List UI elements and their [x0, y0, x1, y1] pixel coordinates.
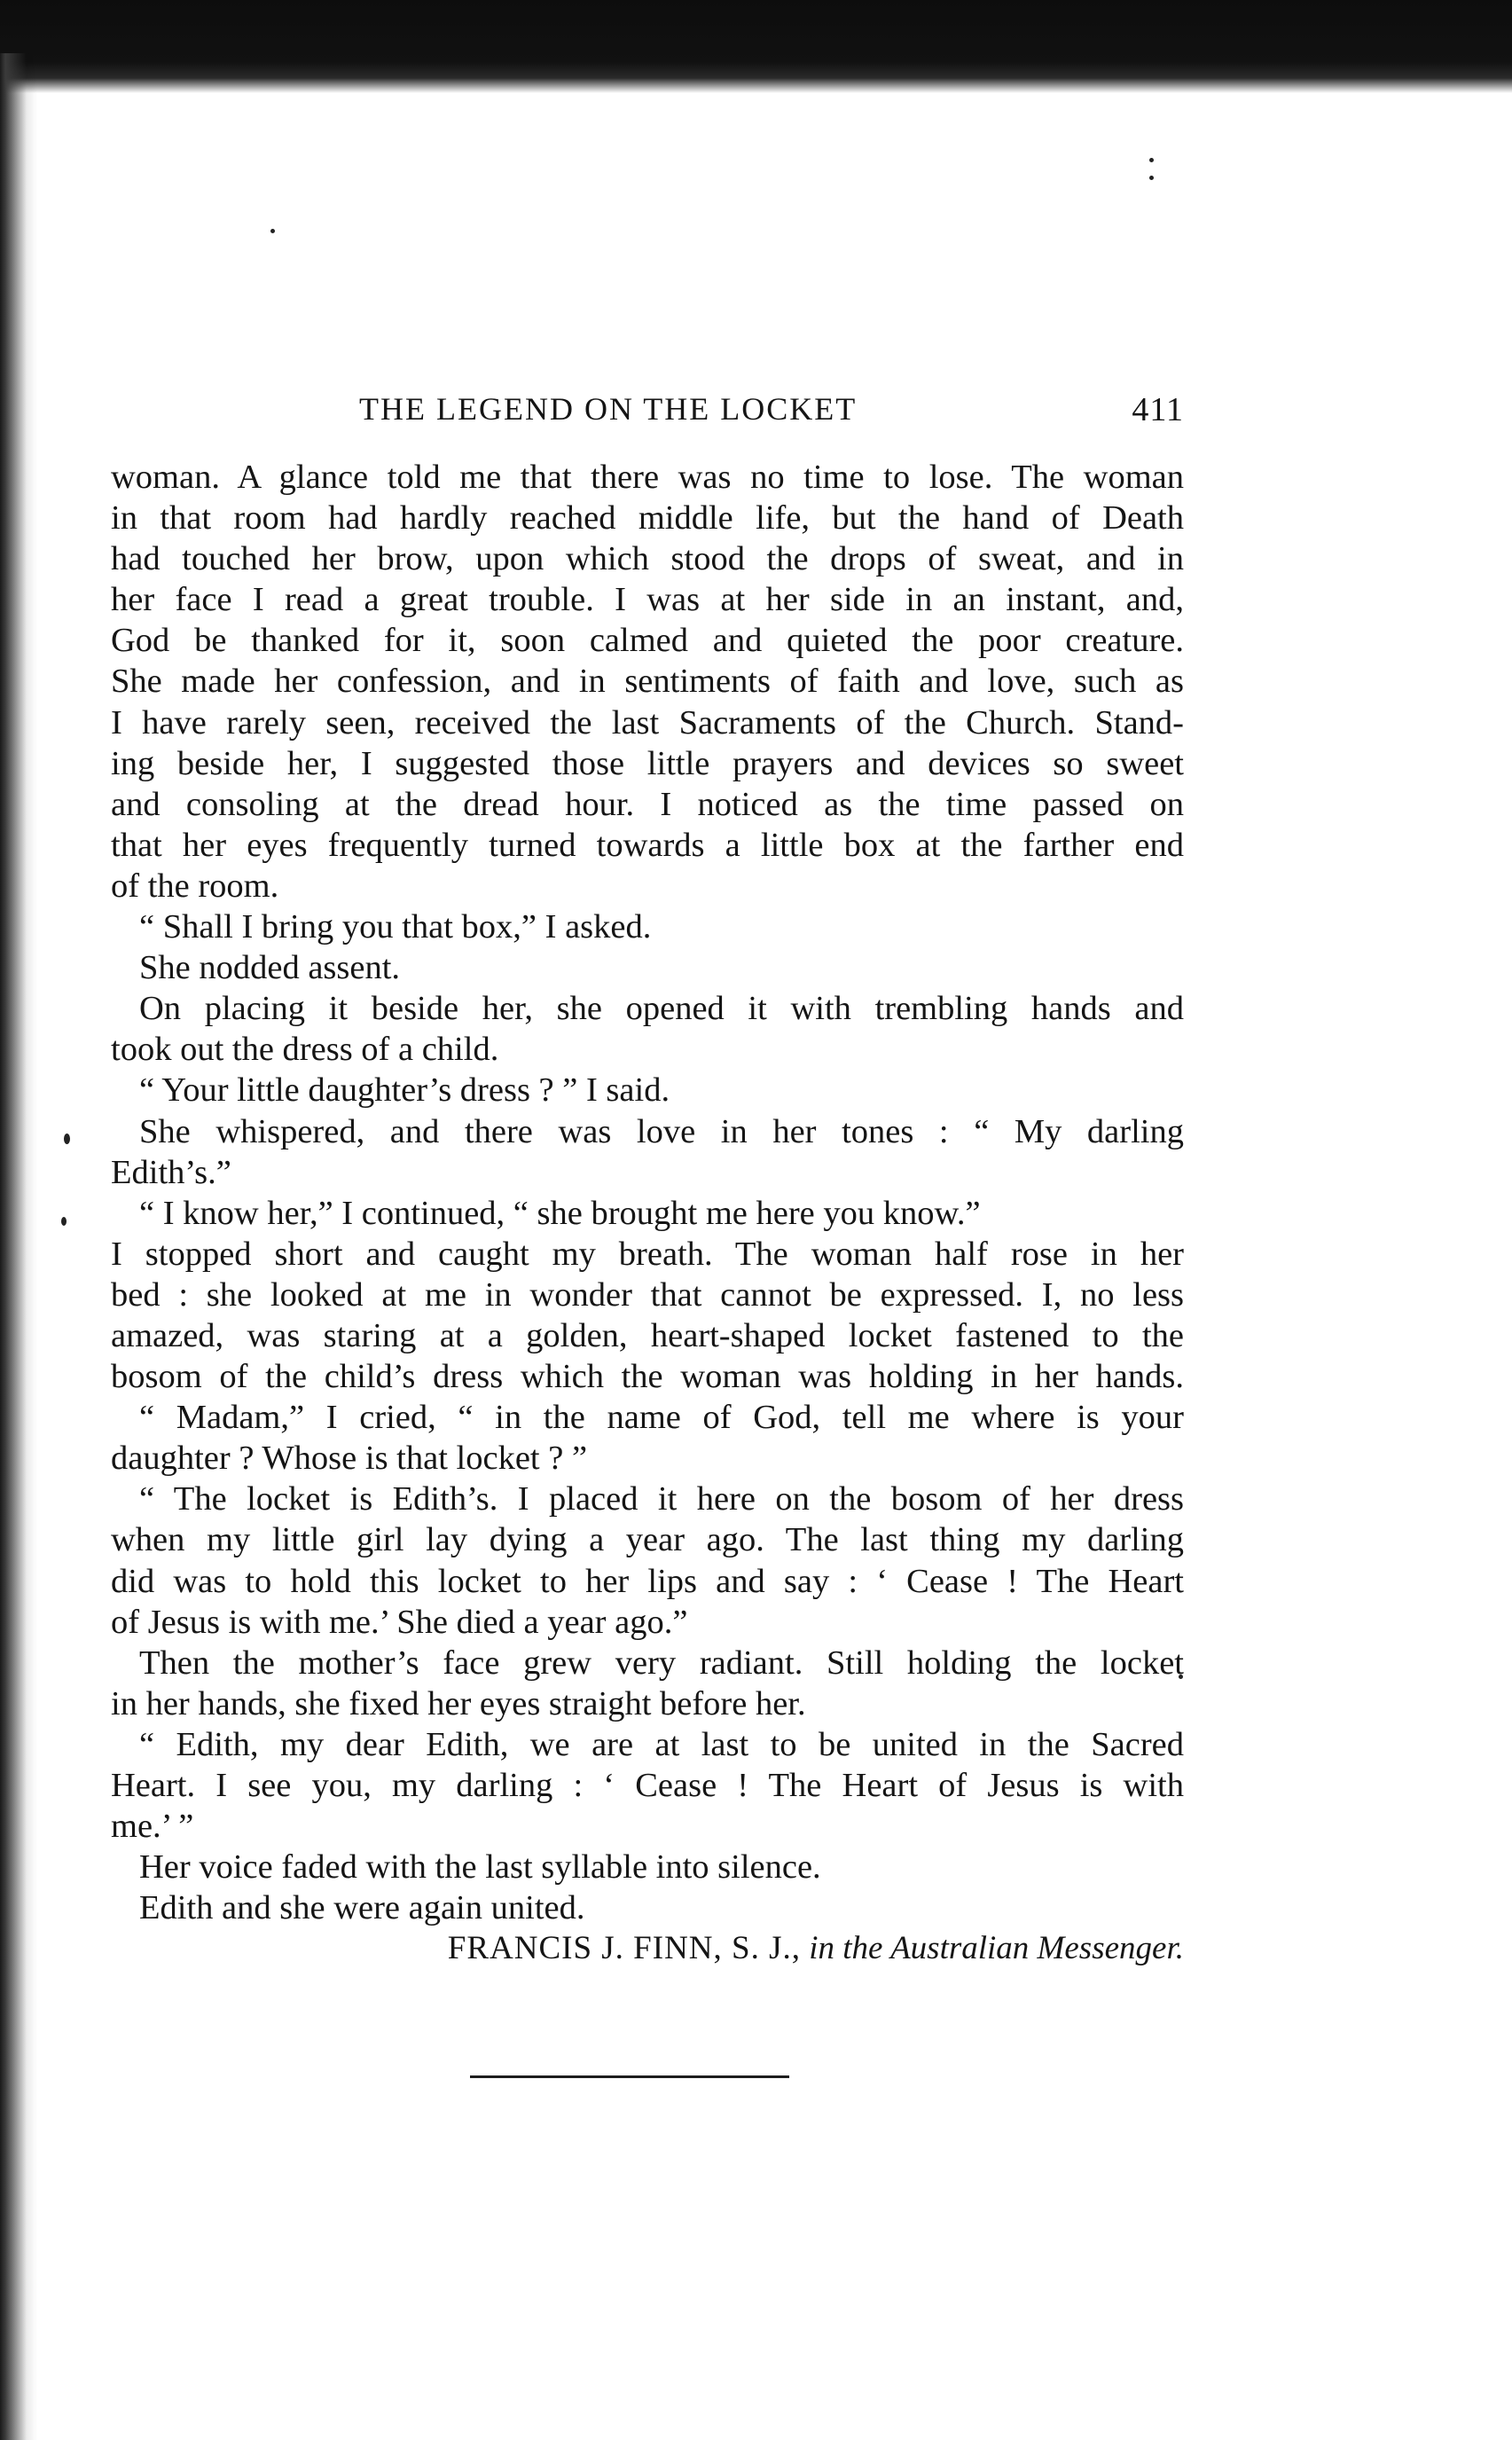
text-line: in that room had hardly reached middle life, but the hand of Death	[111, 499, 1184, 537]
text-line: that her eyes frequently turned towards a little box at the farther end	[111, 826, 1184, 864]
text-line: bed : she looked at me in wonder that cannot be expressed. I, no less	[111, 1275, 1184, 1314]
scan-edge-top	[0, 0, 1512, 93]
running-head	[111, 390, 1184, 443]
text-line: She whispered, and there was love in her tones : “ My darling	[139, 1112, 1184, 1150]
text-line: Her voice faded with the last syllable into silence.	[139, 1848, 821, 1887]
text-line: Edith and she were again united.	[139, 1889, 585, 1927]
attribution-line	[111, 1928, 1184, 1969]
text-line: “ Your little daughter’s dress ? ” I said.	[139, 1071, 670, 1110]
body-text	[111, 457, 1184, 1969]
running-title: THE LEGEND ON THE LOCKET	[359, 391, 858, 427]
text-line: had touched her brow, upon which stood the drops of sweat, and in	[111, 540, 1184, 578]
scan-speck	[1149, 176, 1154, 180]
text-line: amazed, was staring at a golden, heart-shaped locket fastened to the	[111, 1316, 1184, 1354]
text-line: On placing it beside her, she opened it with trembling hands and	[139, 990, 1184, 1028]
text-line: of the room.	[111, 867, 279, 905]
text-line: Heart. I see you, my darling : ‘ Cease ! The Heart of Jesus is with	[111, 1767, 1184, 1804]
text-line: Then the mother’s face grew very radiant. Still holding the locket	[139, 1644, 1184, 1682]
text-line: took out the dress of a child.	[111, 1031, 499, 1069]
text-line: God be thanked for it, soon calmed and quieted the poor creature.	[111, 622, 1184, 660]
text-line: I have rarely seen, received the last Sacraments of the Church. Stand-	[111, 703, 1184, 741]
text-line: and consoling at the dread hour. I noticed as the time passed on	[111, 785, 1184, 823]
text-line: woman. A glance told me that there was no time to lose. The woman	[111, 459, 1184, 496]
text-line: in her hands, she fixed her eyes straight before her.	[111, 1684, 806, 1722]
text-line: She nodded assent.	[139, 949, 401, 987]
text-line: of Jesus is with me.’ She died a year ago.”	[111, 1603, 688, 1641]
text-line: “ Edith, my dear Edith, we are at last to be united in the Sacred	[139, 1725, 1184, 1763]
attribution-source: in the Australian Messenger.	[809, 1930, 1184, 1967]
text-line: daughter ? Whose is that locket ? ”	[111, 1440, 588, 1478]
scan-speck	[64, 1134, 70, 1144]
attribution-author: FRANCIS J. FINN, S. J.,	[447, 1930, 801, 1967]
text-line: Edith’s.”	[111, 1153, 231, 1191]
scan-speck	[61, 1217, 67, 1226]
scan-edge-left	[0, 53, 37, 2440]
text-line: “ Madam,” I cried, “ in the name of God, tell me where is your	[139, 1399, 1184, 1437]
text-line: “ I know her,” I continued, “ she brought me here you know.”	[139, 1194, 981, 1232]
text-line: when my little girl lay dying a year ago. The last thing my darling	[111, 1521, 1184, 1559]
closing-rule	[470, 2075, 789, 2078]
text-line: She made her confession, and in sentiments of faith and love, such as	[111, 663, 1184, 701]
text-line: “ The locket is Edith’s. I placed it here on the bosom of her dress	[139, 1480, 1184, 1518]
scan-speck	[270, 229, 275, 233]
scan-speck	[1149, 158, 1154, 162]
text-line: I stopped short and caught my breath. The woman half rose in her	[111, 1235, 1184, 1273]
text-line: “ Shall I bring you that box,” I asked.	[139, 908, 652, 946]
text-line: bosom of the child’s dress which the woman was holding in her hands.	[111, 1358, 1184, 1396]
page-number: 411	[1132, 391, 1184, 428]
text-line: did was to hold this locket to her lips and say : ‘ Cease ! The Heart	[111, 1562, 1184, 1600]
text-line: me.’ ”	[111, 1808, 194, 1846]
text-line: her face I read a great trouble. I was at her side in an instant, and,	[111, 581, 1184, 619]
text-line: ing beside her, I suggested those little prayers and devices so sweet	[111, 744, 1184, 782]
